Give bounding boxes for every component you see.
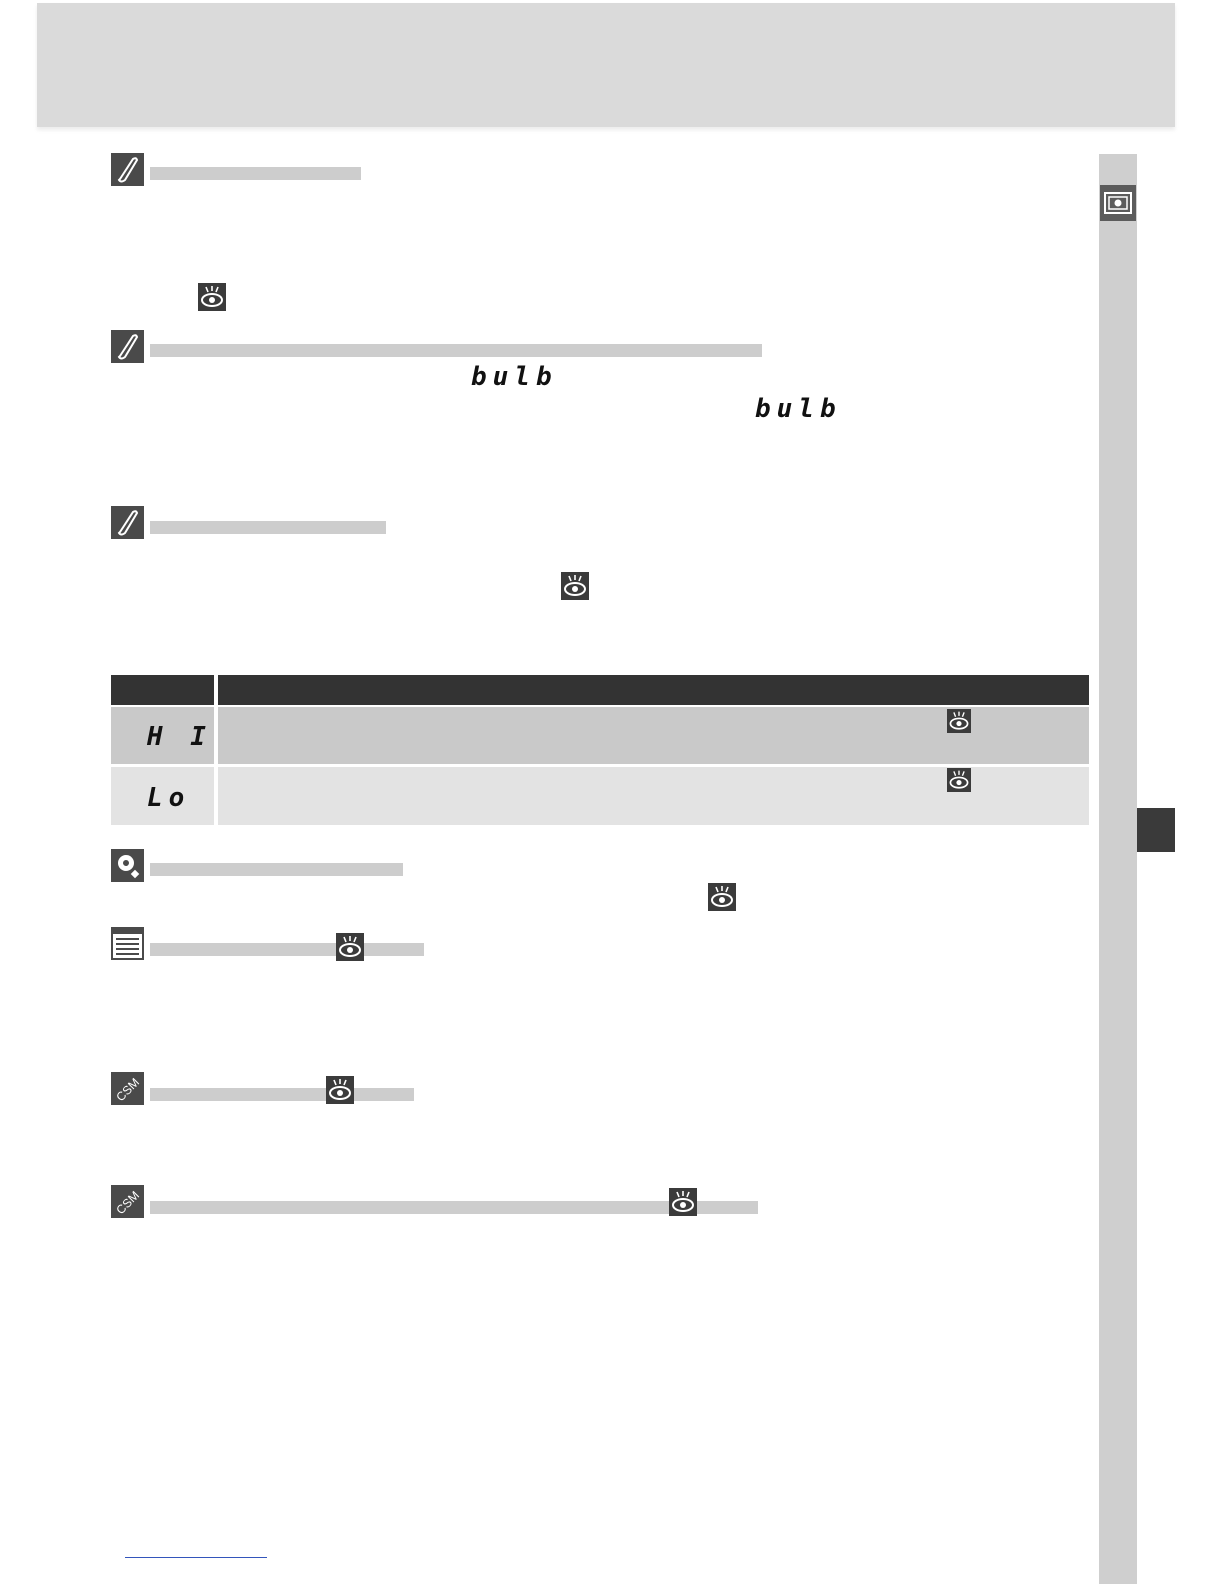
csm-icon-label: CSM bbox=[113, 1075, 143, 1105]
note-heading bbox=[150, 167, 361, 180]
note-heading bbox=[150, 521, 386, 534]
menu-heading bbox=[150, 943, 424, 956]
pencil-note-icon bbox=[111, 506, 144, 539]
csm-heading bbox=[150, 1088, 414, 1101]
eye-reference-icon[interactable] bbox=[198, 283, 226, 311]
lcd-hi-indicator: H I bbox=[147, 722, 212, 752]
chapter-marker bbox=[1137, 808, 1175, 852]
eye-reference-icon[interactable] bbox=[708, 883, 736, 911]
lcd-bulb-indicator: bulb bbox=[471, 362, 558, 392]
pencil-note-icon bbox=[111, 153, 144, 186]
note-heading bbox=[150, 344, 762, 357]
eye-reference-icon[interactable] bbox=[326, 1076, 354, 1104]
csm-icon-label: CSM bbox=[113, 1188, 143, 1218]
eye-reference-icon[interactable] bbox=[561, 572, 589, 600]
tip-heading bbox=[150, 863, 403, 876]
eye-reference-icon[interactable] bbox=[336, 933, 364, 961]
pencil-note-icon bbox=[111, 330, 144, 363]
table-header-description bbox=[218, 675, 1089, 705]
table-header-indicator bbox=[111, 675, 214, 705]
csm-heading bbox=[150, 1201, 758, 1214]
eye-reference-icon[interactable] bbox=[669, 1188, 697, 1216]
lcd-lo-indicator: Lo bbox=[147, 783, 191, 813]
csm-icon bbox=[111, 1072, 144, 1105]
chapter-side-tab bbox=[1099, 154, 1137, 1584]
lightbulb-tip-icon bbox=[111, 849, 144, 882]
lcd-bulb-indicator: bulb bbox=[755, 394, 842, 424]
menu-list-icon bbox=[111, 927, 144, 960]
eye-reference-icon[interactable] bbox=[947, 709, 971, 733]
exposure-mode-icon bbox=[1100, 185, 1136, 221]
csm-icon bbox=[111, 1185, 144, 1218]
eye-reference-icon[interactable] bbox=[947, 768, 971, 792]
page-header-band bbox=[37, 3, 1175, 127]
footer-link-underline[interactable] bbox=[125, 1557, 267, 1558]
